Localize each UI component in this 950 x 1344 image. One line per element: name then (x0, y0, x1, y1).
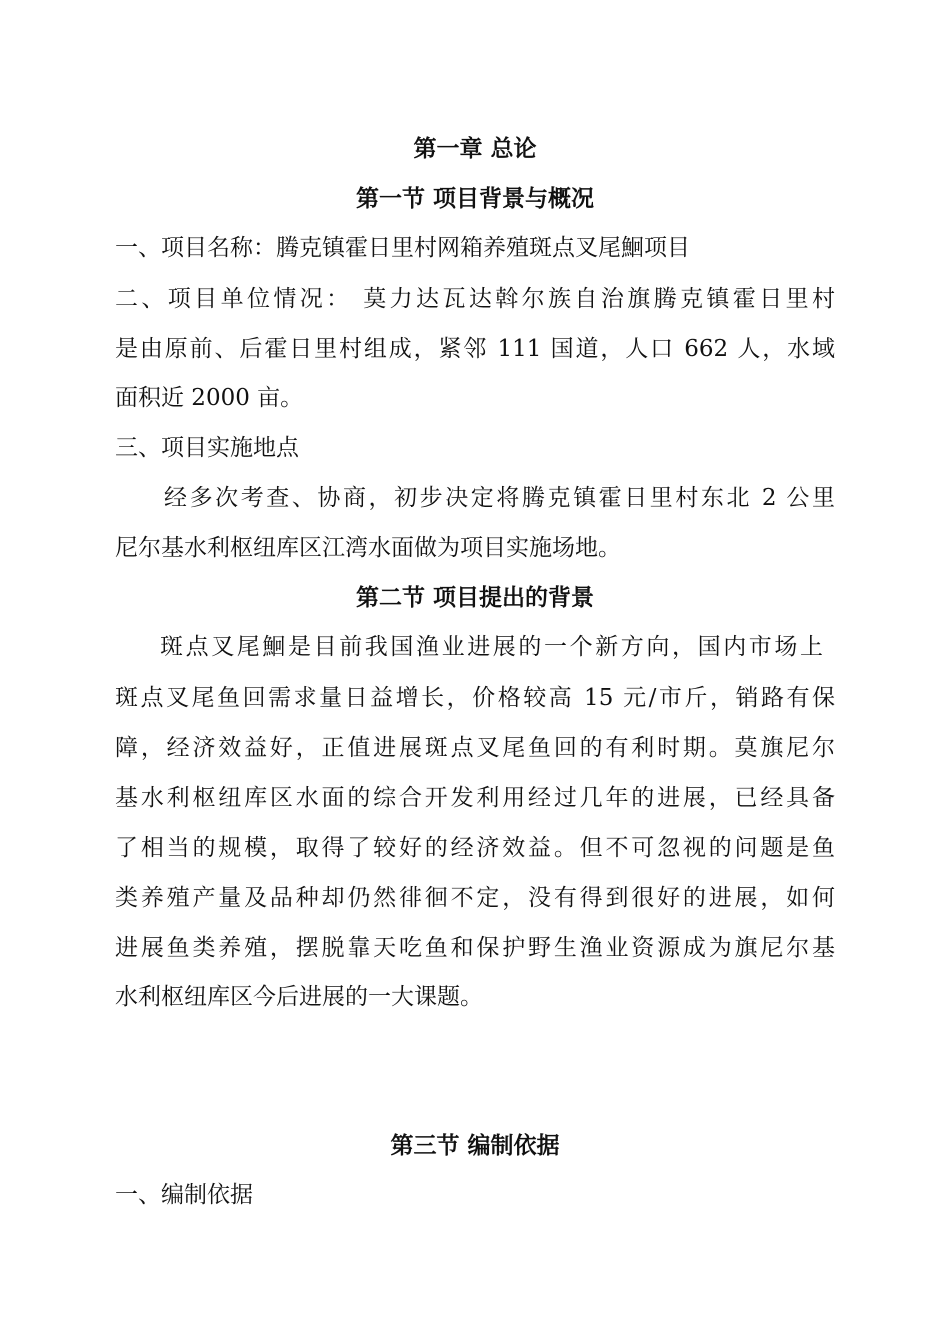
project-unit-line-2: 是由原前、后霍日里村组成，紧邻 111 国道，人口 662 人，水域 (115, 336, 835, 362)
project-location-line-1: 经多次考查、协商，初步决定将腾克镇霍日里村东北 2 公里 (164, 485, 835, 511)
background-line-1: 斑点叉尾鮰是目前我国渔业进展的一个新方向，国内市场上 (160, 634, 823, 660)
project-unit-line-1: 二、项目单位情况： 莫力达瓦达斡尔族自治旗腾克镇霍日里村 (115, 286, 835, 312)
section-title-2: 第二节 项目提出的背景 (355, 584, 594, 611)
background-line-7: 进展鱼类养殖，摆脱靠天吃鱼和保护野生渔业资源成为旗尼尔基 (115, 935, 835, 961)
section-title-3: 第三节 编制依据 (390, 1132, 560, 1159)
background-line-2: 斑点叉尾鱼回需求量日益增长，价格较高 15 元/市斤，销路有保 (115, 685, 835, 711)
background-line-5: 了相当的规模，取得了较好的经济效益。但不可忽视的问题是鱼 (115, 835, 835, 861)
project-unit-line-3: 面积近 2000 亩。 (115, 385, 304, 411)
basis-heading: 一、编制依据 (115, 1182, 253, 1208)
background-line-6: 类养殖产量及品种却仍然徘徊不定，没有得到很好的进展，如何 (115, 885, 835, 911)
background-line-4: 基水利枢纽库区水面的综合开发利用经过几年的进展，已经具备 (115, 785, 835, 811)
background-line-8: 水利枢纽库区今后进展的一大课题。 (115, 984, 483, 1010)
section-title-1: 第一节 项目背景与概况 (355, 185, 594, 212)
background-line-3: 障，经济效益好，正值进展斑点叉尾鱼回的有利时期。莫旗尼尔 (115, 735, 835, 761)
project-location-line-2: 尼尔基水利枢纽库区江湾水面做为项目实施场地。 (115, 535, 621, 561)
chapter-title: 第一章 总论 (413, 135, 537, 162)
project-name-line: 一、项目名称：腾克镇霍日里村网箱养殖斑点叉尾鮰项目 (115, 235, 690, 261)
project-location-heading: 三、项目实施地点 (115, 435, 299, 461)
